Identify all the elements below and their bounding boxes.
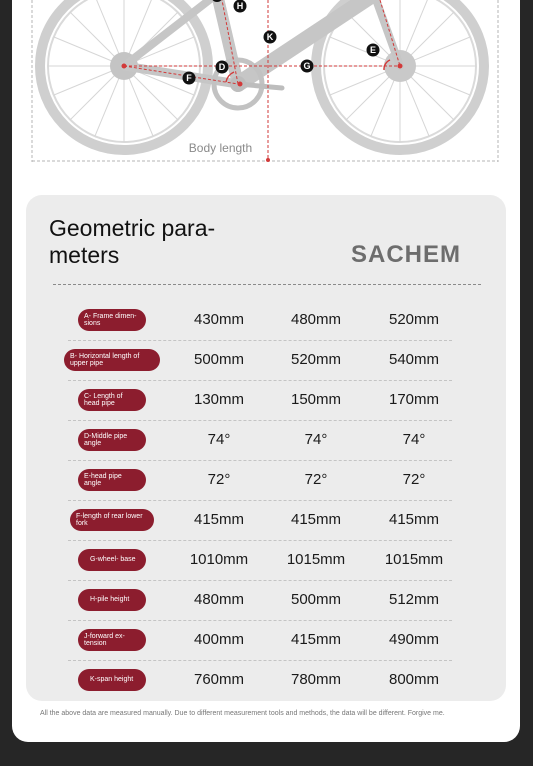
table-row [68,500,452,541]
row-label: F-length of rear lower fork [70,509,154,531]
svg-text:G: G [303,61,311,71]
body-length-label: Body length [188,141,253,155]
svg-text:H: H [236,1,244,11]
marker-d [216,61,229,74]
value-size-1: 500mm [193,351,245,368]
bike-geometry-diagram [12,0,520,170]
value-size-2: 780mm [290,671,342,688]
panel-title-line-1: Geometric para- [49,215,216,241]
marker-f [183,72,196,85]
value-size-3: 800mm [388,671,440,688]
value-size-1: 74° [207,431,231,448]
value-size-2: 500mm [290,591,342,608]
value-size-3: 170mm [388,391,440,408]
table-row [68,380,452,421]
measurement-disclaimer: All the above data are measured manually. Due to different measurement tools and methods, the data will be different. Forgive me. [40,710,445,717]
spec-card [12,0,520,742]
table-row [68,620,452,661]
row-label: J-forward ex- tension [78,629,146,651]
value-size-3: 512mm [388,591,440,608]
table-row [68,340,452,381]
value-size-1: 760mm [193,671,245,688]
divider [53,284,481,285]
table-row [68,420,452,461]
row-label: H-pile height [78,589,146,611]
value-size-3: 540mm [388,351,440,368]
row-label: C- Length of head pipe [78,389,146,411]
value-size-3: 415mm [388,511,440,528]
svg-text:K: K [266,32,274,42]
marker-h [234,0,247,13]
table-row [68,540,452,581]
row-label: A- Frame dimen- sions [78,309,146,331]
value-size-2: 1015mm [286,551,346,568]
value-size-2: 480mm [290,311,342,328]
brand-logo: SACHEM [351,241,462,268]
value-size-2: 520mm [290,351,342,368]
value-size-3: 1015mm [384,551,444,568]
table-row [68,580,452,621]
value-size-3: 74° [402,431,426,448]
bike-frame [124,0,400,84]
row-label: E-head pipe angle [78,469,146,491]
value-size-2: 415mm [290,631,342,648]
value-size-1: 130mm [193,391,245,408]
value-size-3: 72° [402,471,426,488]
table-row [68,300,452,341]
value-size-3: 490mm [388,631,440,648]
value-size-2: 74° [304,431,328,448]
marker-g [301,60,314,73]
value-size-1: 430mm [193,311,245,328]
geometry-panel [26,195,506,701]
svg-text:D: D [218,62,226,72]
panel-title [49,215,215,269]
row-label: D-Middle pipe angle [78,429,146,451]
svg-text:F: F [186,73,192,83]
value-size-2: 150mm [290,391,342,408]
marker-k [264,31,277,44]
panel-title-line-2: meters [49,242,120,268]
row-label: G-wheel- base [78,549,146,571]
value-size-1: 72° [207,471,231,488]
table-row [68,460,452,501]
value-size-3: 520mm [388,311,440,328]
value-size-1: 400mm [193,631,245,648]
value-size-1: 415mm [193,511,245,528]
value-size-2: 415mm [290,511,342,528]
value-size-1: 480mm [193,591,245,608]
svg-text:E: E [369,45,377,55]
value-size-2: 72° [304,471,328,488]
value-size-1: 1010mm [189,551,249,568]
marker-e [367,44,380,57]
row-label: K-span height [78,669,146,691]
row-label: B- Horizontal length of upper pipe [64,349,160,371]
table-row [68,660,452,700]
